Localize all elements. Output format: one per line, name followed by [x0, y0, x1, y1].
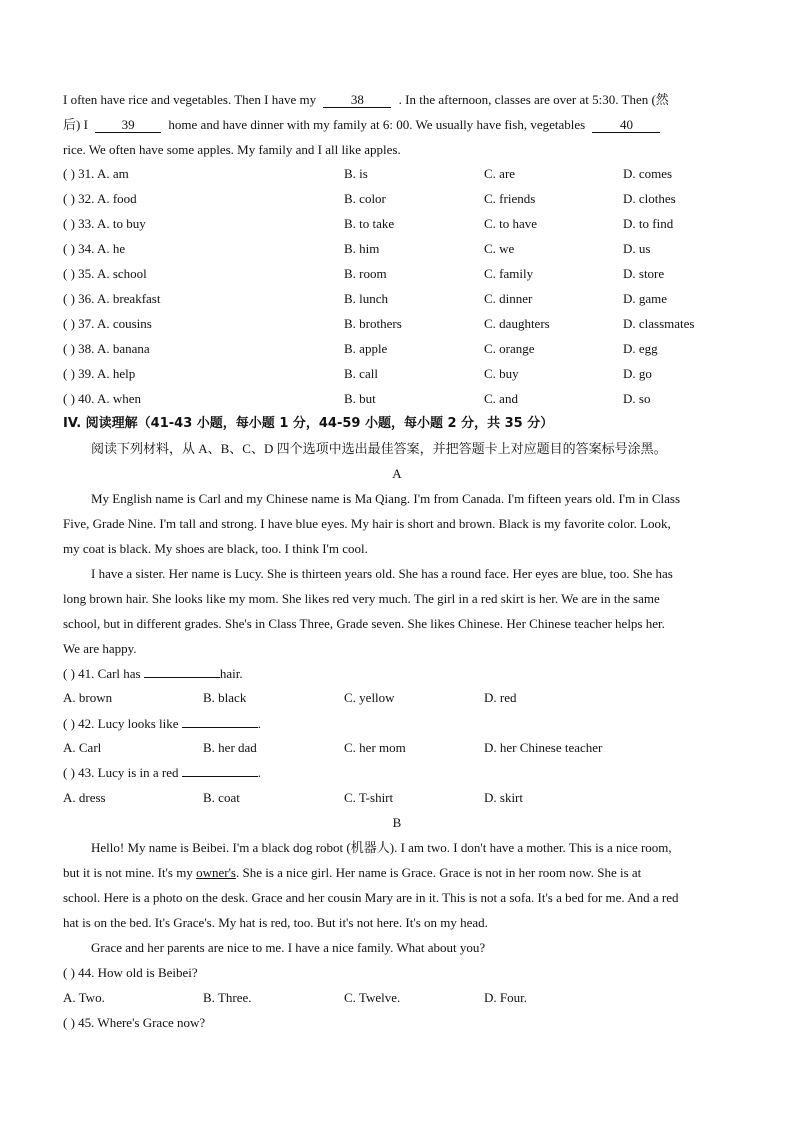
- option-d: D. her Chinese teacher: [484, 740, 603, 755]
- option-b: B. room: [344, 266, 387, 281]
- cloze-text: 后) I: [63, 117, 92, 132]
- blank-40: 40: [592, 118, 660, 133]
- passage-a-line: Five, Grade Nine. I'm tall and strong. I have blue eyes. My hair is short and brown. Black is my favorite color. Look,: [63, 516, 671, 531]
- section-title: IV. 阅读理解（41-43 小题，每小题 1 分，44-59 小题，每小题 2 分，共 35 分）: [63, 416, 554, 431]
- question-42: [63, 715, 261, 733]
- option-c: C. daughters: [484, 316, 550, 331]
- question-stem: hair.: [219, 666, 243, 681]
- option-d: D. Four.: [484, 990, 527, 1005]
- passage-b-line: [63, 864, 733, 882]
- passage-a-label: A: [392, 466, 402, 481]
- option-b: B. color: [344, 191, 386, 206]
- question-stem: ( ) 41. Carl has: [63, 666, 144, 681]
- section-instruction: 阅读下列材料，从 A、B、C、D 四个选项中选出最佳答案，并把答题卡上对应题目的答案标号涂黑。: [91, 441, 667, 456]
- passage-b-line: hat is on the bed. It's Grace's. My hat is red, too. But it's not here. It's on my head.: [63, 915, 488, 930]
- option-b: B. brothers: [344, 316, 402, 331]
- passage-b-line: Hello! My name is Beibei. I'm a black dog robot (机器人). I am two. I don't have a mother. This is a nice room,: [91, 840, 672, 855]
- question-stem: ( ) 43. Lucy is in a red: [63, 765, 182, 780]
- cloze-question-row: ( ) 37. A. cousins: [63, 316, 152, 331]
- cloze-line-2: [63, 116, 733, 134]
- cloze-question-row: ( ) 39. A. help: [63, 366, 136, 381]
- option-c: C. orange: [484, 341, 535, 356]
- option-d: D. us: [623, 241, 651, 256]
- cloze-line-3: rice. We often have some apples. My family and I all like apples.: [63, 142, 401, 157]
- question-stem: .: [257, 716, 262, 731]
- option-c: C. family: [484, 266, 534, 281]
- answer-blank: [182, 715, 258, 728]
- option-c: C. we: [484, 241, 515, 256]
- passage-a-line: my coat is black. My shoes are black, too. I think I'm cool.: [63, 541, 368, 556]
- option-a: A. Two.: [63, 990, 105, 1005]
- option-c: C. Twelve.: [344, 990, 401, 1005]
- blank-38: 38: [323, 93, 391, 108]
- option-b: B. call: [344, 366, 378, 381]
- passage-a-line: long brown hair. She looks like my mom. She likes red very much. The girl in a red skirt is her. We are in the same: [63, 591, 660, 606]
- question-stem: .: [257, 765, 262, 780]
- underlined-word: owner's: [196, 865, 236, 880]
- option-c: C. her mom: [344, 740, 406, 755]
- option-b: B. black: [203, 690, 247, 705]
- option-c: C. and: [484, 391, 518, 406]
- option-c: C. dinner: [484, 291, 533, 306]
- option-d: D. game: [623, 291, 668, 306]
- passage-a-line: I have a sister. Her name is Lucy. She is thirteen years old. She has a round face. Her eyes are blue, too. She has: [91, 566, 673, 581]
- passage-b-line: Grace and her parents are nice to me. I have a nice family. What about you?: [91, 940, 486, 955]
- question-45: ( ) 45. Where's Grace now?: [63, 1015, 206, 1030]
- cloze-question-row: ( ) 32. A. food: [63, 191, 137, 206]
- option-d: D. clothes: [623, 191, 676, 206]
- passage-a-line: My English name is Carl and my Chinese name is Ma Qiang. I'm from Canada. I'm fifteen years old. I'm in Class: [91, 491, 681, 506]
- option-b: B. but: [344, 391, 376, 406]
- cloze-question-row: ( ) 31. A. am: [63, 166, 129, 181]
- cloze-text: home and have dinner with my family at 6: 00. We usually have fish, vegetables: [165, 117, 589, 132]
- option-d: D. to find: [623, 216, 674, 231]
- option-c: C. are: [484, 166, 516, 181]
- passage-a-line: We are happy.: [63, 641, 137, 656]
- question-41: [63, 665, 243, 683]
- question-44: ( ) 44. How old is Beibei?: [63, 965, 198, 980]
- answer-blank: [144, 665, 220, 678]
- cloze-question-row: ( ) 33. A. to buy: [63, 216, 146, 231]
- option-b: B. her dad: [203, 740, 257, 755]
- option-d: D. store: [623, 266, 665, 281]
- option-c: C. yellow: [344, 690, 395, 705]
- option-b: B. to take: [344, 216, 395, 231]
- cloze-question-row: ( ) 35. A. school: [63, 266, 147, 281]
- cloze-question-row: ( ) 40. A. when: [63, 391, 141, 406]
- option-b: B. coat: [203, 790, 240, 805]
- passage-text: but it is not mine. It's my: [63, 865, 197, 880]
- cloze-question-row: ( ) 36. A. breakfast: [63, 291, 161, 306]
- option-c: C. to have: [484, 216, 538, 231]
- option-b: B. Three.: [203, 990, 252, 1005]
- passage-b-label: B: [392, 815, 402, 830]
- option-b: B. him: [344, 241, 380, 256]
- option-a: A. dress: [63, 790, 106, 805]
- question-stem: ( ) 42. Lucy looks like: [63, 716, 182, 731]
- option-c: C. buy: [484, 366, 519, 381]
- option-d: D. go: [623, 366, 652, 381]
- cloze-text: . In the afternoon, classes are over at 5:30. Then (然: [395, 92, 669, 107]
- cloze-line-1: [63, 91, 733, 109]
- passage-b-line: school. Here is a photo on the desk. Grace and her cousin Mary are in it. This is not a sofa. It's a bed for me. And a red: [63, 890, 679, 905]
- option-c: C. friends: [484, 191, 536, 206]
- cloze-question-row: ( ) 38. A. banana: [63, 341, 150, 356]
- option-d: D. egg: [623, 341, 658, 356]
- option-a: A. brown: [63, 690, 113, 705]
- question-43: [63, 764, 261, 782]
- option-c: C. T-shirt: [344, 790, 394, 805]
- option-b: B. apple: [344, 341, 388, 356]
- option-b: B. is: [344, 166, 368, 181]
- answer-blank: [182, 764, 258, 777]
- option-d: D. so: [623, 391, 651, 406]
- option-b: B. lunch: [344, 291, 389, 306]
- cloze-question-row: ( ) 34. A. he: [63, 241, 126, 256]
- option-d: D. skirt: [484, 790, 523, 805]
- passage-a-line: school, but in different grades. She's in Class Three, Grade seven. She likes Chinese. Her Chinese teacher helps her.: [63, 616, 665, 631]
- blank-39: 39: [95, 118, 161, 133]
- option-d: D. red: [484, 690, 517, 705]
- option-d: D. comes: [623, 166, 673, 181]
- passage-text: . She is a nice girl. Her name is Grace. Grace is not in her room now. She is at: [235, 865, 642, 880]
- option-a: A. Carl: [63, 740, 102, 755]
- cloze-text: I often have rice and vegetables. Then I have my: [63, 92, 320, 107]
- option-d: D. classmates: [623, 316, 695, 331]
